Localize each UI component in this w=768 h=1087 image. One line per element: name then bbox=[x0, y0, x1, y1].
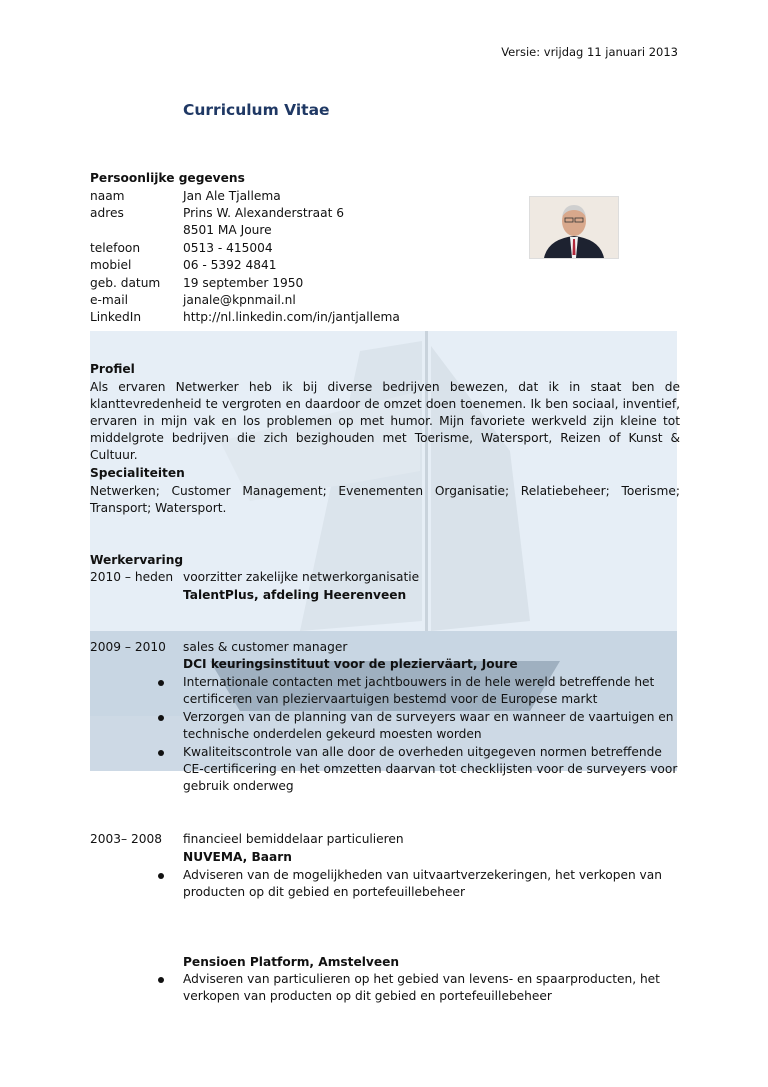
job-bullet: Internationale contacten met jachtbouwers in de hele wereld betreffende het certificeren van pleziervaartuigen bestemd voor de Europese markt bbox=[183, 675, 655, 706]
job-company: Pensioen Platform, Amstelveen bbox=[183, 955, 400, 969]
label-telefoon: telefoon bbox=[90, 241, 141, 255]
value-mobiel: 06 - 5392 4841 bbox=[183, 258, 277, 272]
page-title: Curriculum Vitae bbox=[183, 101, 330, 119]
label-geb-datum: geb. datum bbox=[90, 276, 161, 290]
label-naam: naam bbox=[90, 189, 125, 203]
label-mobiel: mobiel bbox=[90, 258, 132, 272]
label-email: e-mail bbox=[90, 293, 129, 307]
value-adres: Prins W. Alexanderstraat 6 bbox=[183, 206, 345, 220]
job-bullet: Adviseren van particulieren op het gebied van levens- en spaarproducten, het verkopen van producten op dit gebied en portefeuillebeheer bbox=[183, 972, 660, 1003]
personal-heading: Persoonlijke gegevens bbox=[90, 171, 245, 185]
bullet-icon bbox=[158, 750, 164, 756]
bullet-icon bbox=[158, 873, 164, 879]
specialties-text: Netwerken; Customer Management; Evenementen Organisatie; Relatiebeheer; Toerisme; Transport; Watersport. bbox=[90, 484, 680, 515]
job-bullet: Kwaliteitscontrole van alle door de overheden uitgegeven normen betreffende CE-certificering en het omzetten daarvan tot checklijsten voor de surveyers voor gebruik onderweg bbox=[183, 745, 678, 793]
job-bullet: Adviseren van de mogelijkheden van uitvaartverzekeringen, het verkopen van producten op dit gebied en portefeuillebeheer bbox=[183, 868, 662, 899]
portrait-photo bbox=[529, 196, 619, 259]
job-role: sales & customer manager bbox=[183, 640, 348, 654]
job-period: 2009 – 2010 bbox=[90, 640, 166, 654]
label-linkedin: LinkedIn bbox=[90, 310, 142, 324]
value-linkedin: http://nl.linkedin.com/in/jantjallema bbox=[183, 310, 400, 324]
version-date: Versie: vrijdag 11 januari 2013 bbox=[501, 45, 678, 59]
job-company: DCI keuringsinstituut voor de plezierväart, Joure bbox=[183, 657, 518, 671]
job-company: TalentPlus, afdeling Heerenveen bbox=[183, 588, 407, 602]
value-postcode: 8501 MA Joure bbox=[183, 223, 272, 237]
value-naam: Jan Ale Tjallema bbox=[183, 189, 281, 203]
specialties-heading: Specialiteiten bbox=[90, 466, 185, 480]
label-adres: adres bbox=[90, 206, 124, 220]
job-period: 2010 – heden bbox=[90, 570, 174, 584]
bullet-icon bbox=[158, 977, 164, 983]
value-telefoon: 0513 - 415004 bbox=[183, 241, 273, 255]
value-email: janale@kpnmail.nl bbox=[183, 293, 296, 307]
profile-text: Als ervaren Netwerker heb ik bij diverse bedrijven bewezen, dat ik in staat ben de klanttevredenheid te vergroten en daardoor de omzet doen toenemen. Ik ben sociaal, inventief, ervaren in mijn vak en los problemen op met humor. Mijn favoriete werkveld zijn kleine tot middelgrote bedrijven die zich bezighouden met Toerisme, Watersport, Reizen of Kunst & Cultuur. bbox=[90, 380, 680, 462]
job-period: 2003– 2008 bbox=[90, 832, 163, 846]
job-role: financieel bemiddelaar particulieren bbox=[183, 832, 404, 846]
profile-heading: Profiel bbox=[90, 362, 135, 376]
bullet-icon bbox=[158, 680, 164, 686]
job-company: NUVEMA, Baarn bbox=[183, 850, 292, 864]
bullet-icon bbox=[158, 715, 164, 721]
job-role: voorzitter zakelijke netwerkorganisatie bbox=[183, 570, 420, 584]
value-geb-datum: 19 september 1950 bbox=[183, 276, 304, 290]
experience-heading: Werkervaring bbox=[90, 553, 184, 567]
job-bullet: Verzorgen van de planning van de surveyers waar en wanneer de vaartuigen en technische onderdelen gekeurd moesten worden bbox=[183, 710, 674, 741]
